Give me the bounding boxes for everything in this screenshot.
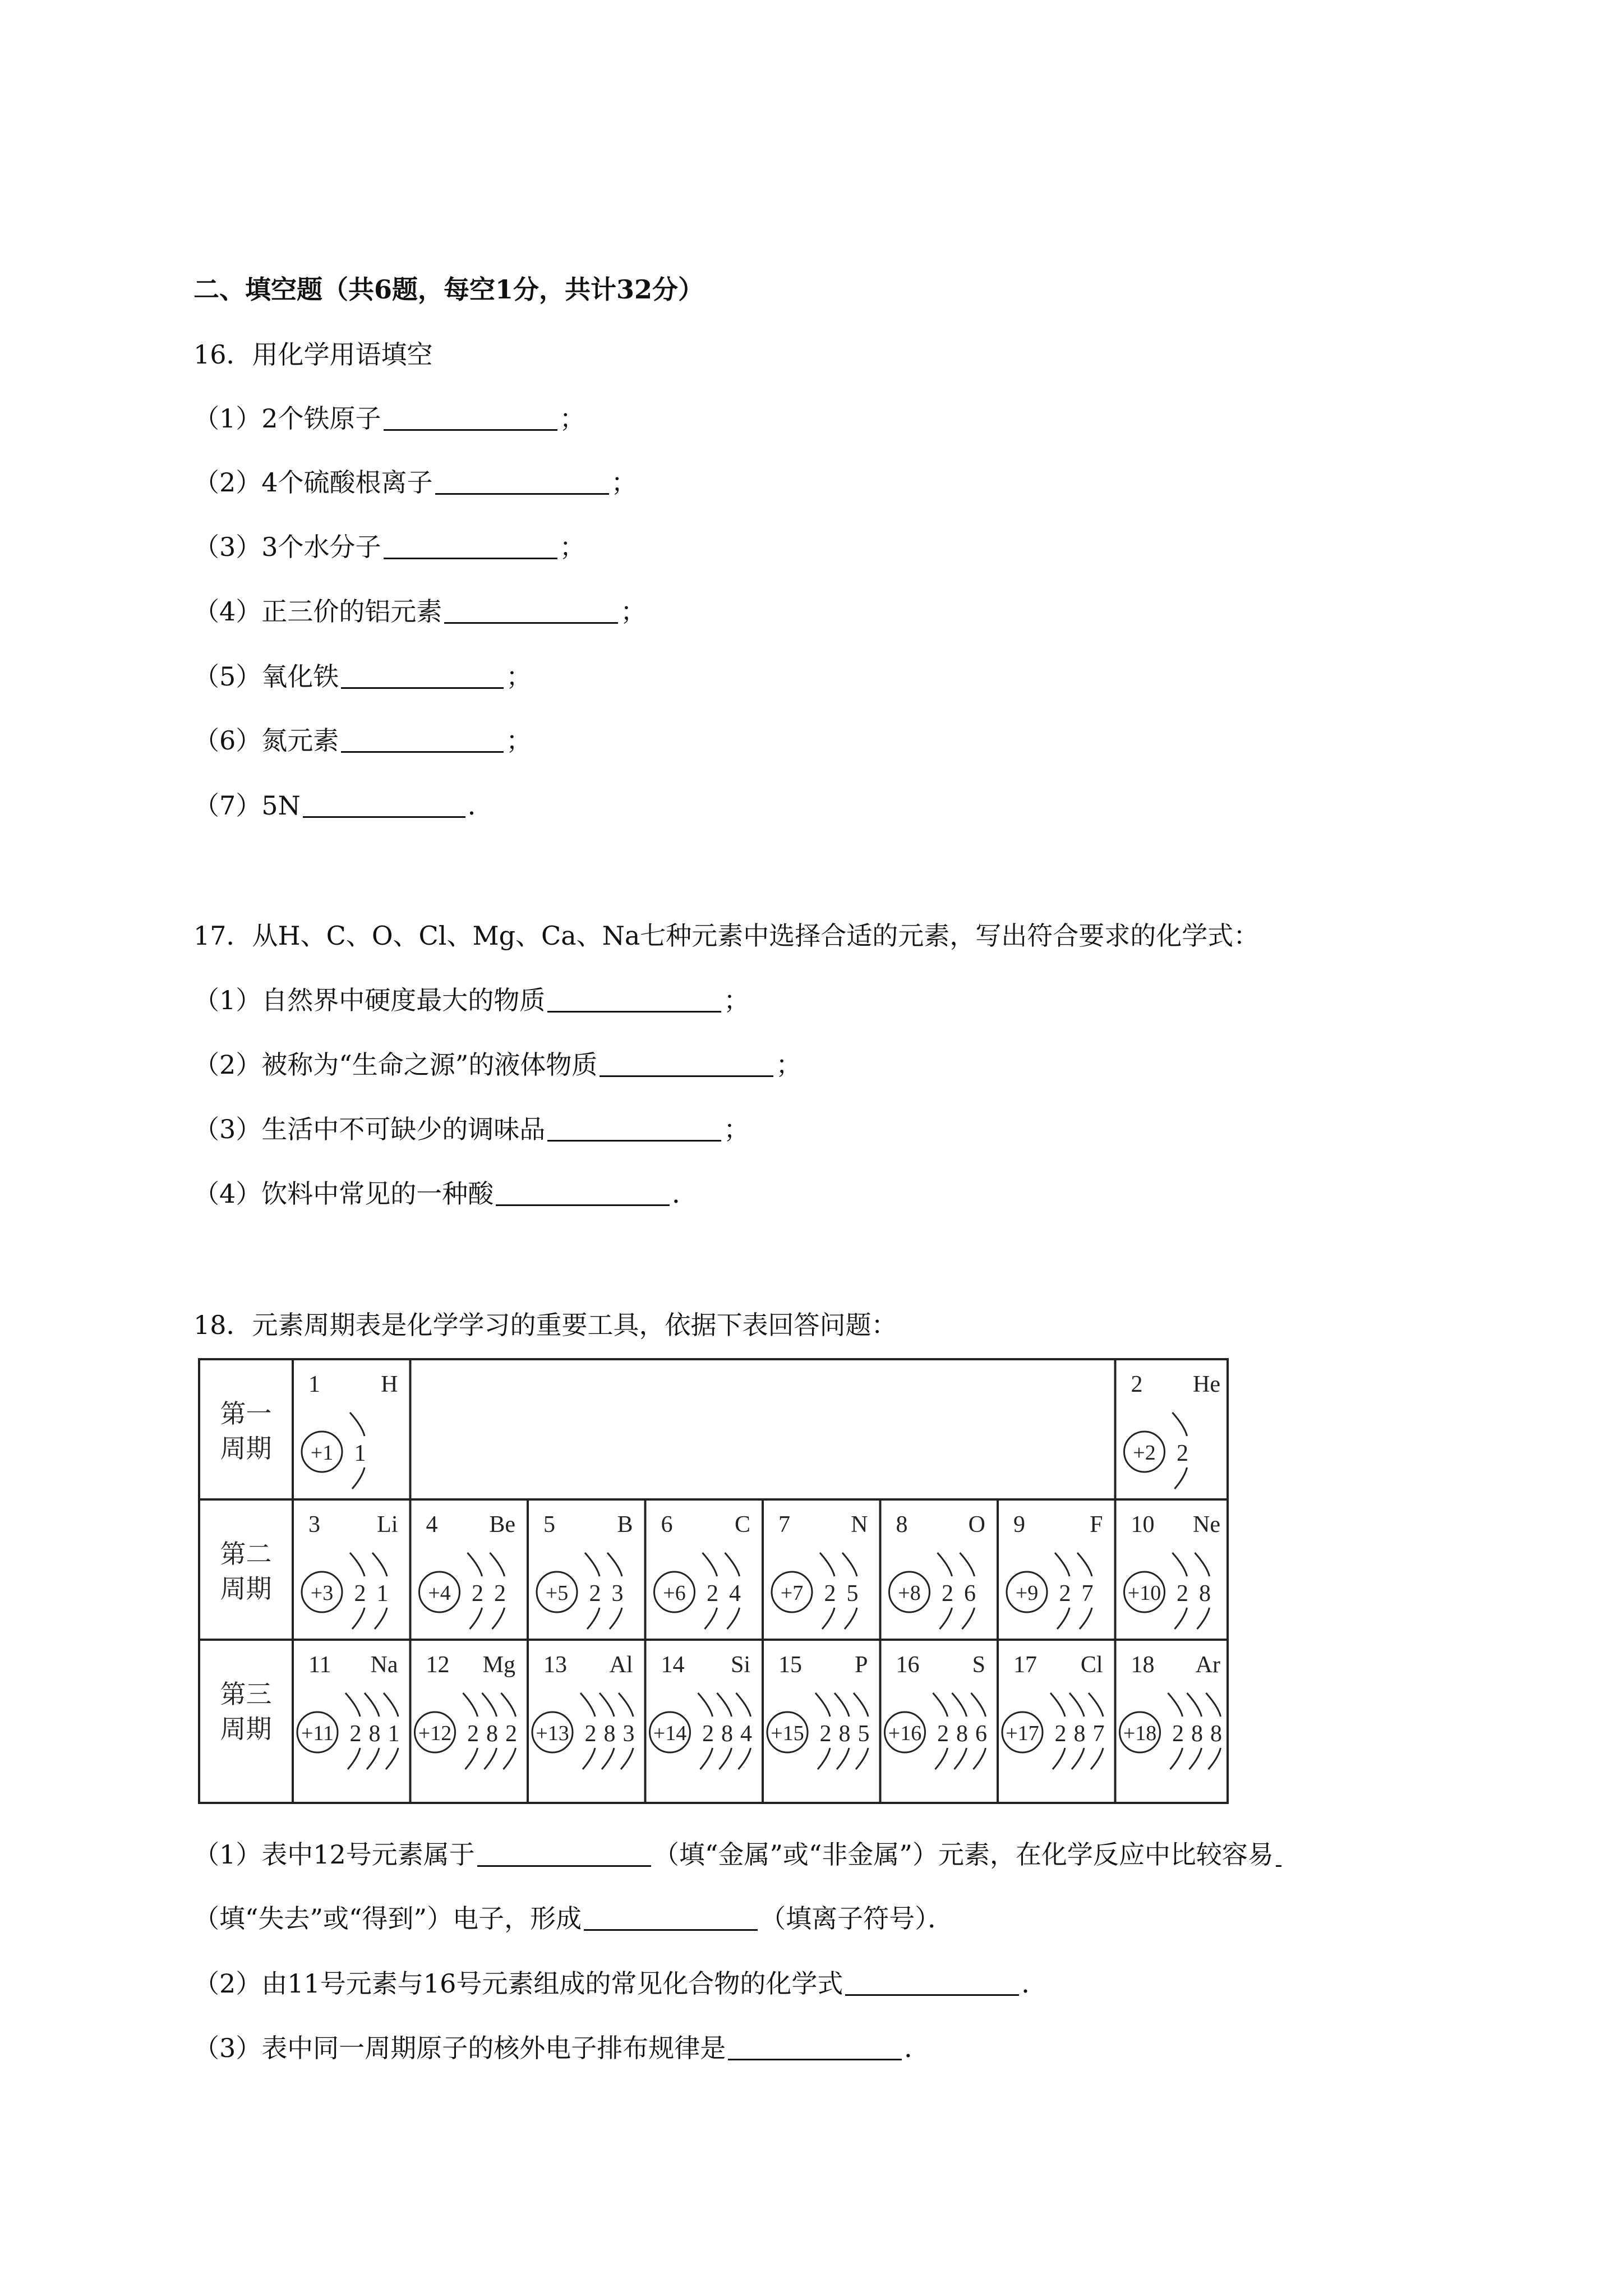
electron-shell-arc [1055, 1553, 1069, 1576]
shell-electron-count: 2 [354, 1581, 366, 1607]
electron-shell-arc [1170, 1748, 1183, 1769]
shell-electron-count: 1 [388, 1721, 400, 1747]
electron-shell-arc [1089, 1693, 1103, 1717]
shell-electron-count: 2 [707, 1581, 718, 1607]
item-text: 2个铁原子 [261, 403, 381, 434]
nucleus-charge: +11 [301, 1722, 334, 1745]
item-end: ； [506, 725, 532, 756]
electron-shell-arc [470, 1608, 482, 1629]
atomic-number: 4 [426, 1512, 438, 1538]
shell-electron-count: 8 [838, 1721, 851, 1747]
nucleus-charge: +14 [653, 1722, 687, 1745]
electron-shell-arc [1050, 1693, 1065, 1717]
shell-electron-count: 2 [467, 1721, 479, 1747]
period-label: 第二 [220, 1540, 272, 1568]
electron-shell-arc [720, 1748, 732, 1769]
item-end: ． [467, 790, 494, 821]
q17-stem: 17．从H、C、O、Cl、Mg、Ca、Na七种元素中选择合适的元素，写出符合要求的化学式： [193, 921, 1260, 951]
element-symbol: Be [489, 1512, 515, 1538]
item-text: 生活中不可缺少的调味品 [261, 1114, 546, 1144]
element-symbol: Ne [1193, 1512, 1220, 1538]
electron-shell-arc [1057, 1608, 1069, 1629]
electron-shell-arc [703, 1553, 717, 1576]
item-end: ； [559, 532, 585, 562]
shell-electron-count: 2 [937, 1721, 949, 1747]
nucleus-charge: +13 [536, 1722, 569, 1745]
electron-shell-arc [727, 1608, 740, 1629]
electron-shell-arc [602, 1748, 614, 1769]
item-end: ； [559, 403, 585, 434]
answer-blank[interactable] [384, 532, 557, 559]
atomic-number: 17 [1013, 1652, 1037, 1678]
element-symbol: P [855, 1652, 868, 1678]
nucleus-charge: +12 [418, 1722, 452, 1745]
item-end: ； [506, 661, 532, 692]
item-end: ； [776, 1050, 802, 1080]
item-end: ； [620, 596, 647, 627]
item-num: （3） [193, 532, 262, 562]
electron-shell-arc [1072, 1748, 1084, 1769]
nucleus-charge: +16 [888, 1722, 922, 1745]
atomic-number: 18 [1131, 1652, 1155, 1678]
shell-electron-count: 2 [1172, 1721, 1184, 1747]
electron-shell-arc [837, 1748, 849, 1769]
sub1-text-b: （填“金属”或“非金属”）元素，在化学反应中比较容易 [653, 1839, 1274, 1870]
item-num: （4） [193, 596, 262, 627]
item-num: （1） [193, 403, 262, 434]
electron-shell-arc [375, 1608, 387, 1629]
electron-shell-arc [960, 1553, 975, 1576]
electron-shell-arc [1168, 1693, 1183, 1717]
electron-shell-arc [818, 1748, 830, 1769]
shell-electron-count: 5 [857, 1721, 870, 1747]
sub1-text-d: （填离子符号）． [760, 1903, 954, 1934]
item-num: （3） [193, 1114, 262, 1144]
shell-electron-count: 2 [349, 1721, 362, 1747]
shell-electron-count: 8 [368, 1721, 381, 1747]
periodic-table [198, 1358, 1229, 1804]
shell-electron-count: 8 [1191, 1721, 1203, 1747]
item-text: 氧化铁 [261, 661, 339, 692]
item-num: （6） [193, 725, 262, 756]
electron-shell-arc [935, 1748, 948, 1769]
electron-shell-arc [842, 1553, 857, 1576]
shell-electron-count: 2 [472, 1581, 483, 1607]
nucleus-charge: +1 [310, 1441, 334, 1465]
electron-shell-arc [485, 1748, 497, 1769]
item-text: 饮料中常见的一种酸 [261, 1179, 494, 1209]
shell-electron-count: 8 [486, 1721, 498, 1747]
answer-blank[interactable] [303, 790, 465, 818]
electron-shell-arc [1175, 1467, 1187, 1489]
q17-item-4 [193, 1177, 698, 1211]
nucleus-charge: +15 [771, 1722, 804, 1745]
period-label: 周期 [220, 1575, 272, 1603]
shell-electron-count: 7 [1092, 1721, 1105, 1747]
shell-electron-count: 2 [819, 1721, 832, 1747]
shell-electron-count: 6 [964, 1581, 976, 1607]
electron-shell-arc [619, 1693, 633, 1717]
shell-electron-count: 8 [1210, 1721, 1222, 1747]
answer-blank[interactable] [384, 403, 557, 431]
sub2-end: ． [1021, 1968, 1048, 1999]
shell-electron-count: 1 [354, 1441, 366, 1466]
q16-item-1 [193, 402, 585, 435]
element-symbol: Si [730, 1652, 750, 1678]
electron-shell-arc [974, 1748, 986, 1769]
answer-blank[interactable] [547, 985, 721, 1013]
q16-item-2 [193, 466, 637, 499]
item-text: 3个水分子 [261, 532, 381, 562]
electron-shell-arc [820, 1553, 834, 1576]
shell-electron-count: 8 [956, 1721, 968, 1747]
q17-item-2 [193, 1048, 801, 1082]
period-label: 周期 [220, 1715, 272, 1743]
item-num: （2） [193, 467, 262, 498]
atomic-number: 1 [308, 1372, 320, 1397]
answer-blank[interactable] [444, 596, 618, 624]
q18-sub1-line1 [193, 1838, 1284, 1871]
nucleus-charge: +8 [898, 1581, 921, 1605]
item-num: （1） [193, 985, 262, 1015]
electron-shell-arc [1209, 1748, 1221, 1769]
nucleus-charge: +7 [780, 1581, 804, 1605]
electron-shell-arc [815, 1693, 830, 1717]
electron-shell-arc [971, 1693, 986, 1717]
item-num: （2） [193, 1050, 262, 1080]
electron-shell-arc [725, 1553, 740, 1576]
nucleus-charge: +3 [310, 1581, 334, 1605]
shell-electron-count: 3 [623, 1721, 635, 1747]
item-end: ； [611, 467, 637, 498]
sub1-text-c: （填“失去”或“得到”）电子，形成 [193, 1903, 582, 1934]
section-title: 二、填空题（共6题，每空1分，共计32分） [193, 274, 704, 305]
item-text: 被称为“生命之源”的液体物质 [261, 1050, 598, 1080]
answer-blank[interactable] [728, 2033, 902, 2060]
electron-shell-arc [490, 1553, 505, 1576]
q17-item-3 [193, 1112, 749, 1146]
electron-shell-arc [365, 1693, 379, 1717]
electron-shell-arc [501, 1693, 516, 1717]
electron-shell-arc [700, 1748, 713, 1769]
electron-shell-arc [463, 1693, 478, 1717]
period-label: 周期 [220, 1434, 272, 1463]
electron-shell-arc [854, 1693, 868, 1717]
sub3-end: ． [904, 2033, 930, 2063]
nucleus-charge: +6 [663, 1581, 686, 1605]
electron-shell-arc [465, 1748, 478, 1769]
nucleus-charge: +2 [1133, 1441, 1156, 1465]
electron-shell-arc [856, 1748, 868, 1769]
q16-item-4 [193, 595, 646, 628]
element-symbol: F [1090, 1512, 1103, 1538]
shell-electron-count: 2 [1059, 1581, 1071, 1607]
item-text: 4个硫酸根离子 [261, 467, 433, 498]
shell-electron-count: 8 [1073, 1721, 1086, 1747]
sub2-text: （2）由11号元素与16号元素组成的常见化合物的化学式 [193, 1968, 843, 1999]
electron-shell-arc [739, 1748, 751, 1769]
shell-electron-count: 8 [603, 1721, 616, 1747]
electron-shell-arc [504, 1748, 516, 1769]
electron-shell-arc [600, 1693, 614, 1717]
electron-shell-arc [384, 1693, 398, 1717]
electron-shell-arc [610, 1608, 622, 1629]
electron-shell-arc [621, 1748, 633, 1769]
q16-stem: 16．用化学用语填空 [193, 339, 433, 370]
electron-shell-arc [952, 1693, 967, 1717]
atomic-number: 14 [661, 1652, 685, 1678]
shell-electron-count: 2 [589, 1581, 601, 1607]
answer-blank[interactable] [547, 1114, 721, 1142]
electron-shell-arc [1053, 1748, 1065, 1769]
electron-shell-arc [962, 1608, 975, 1629]
nucleus-charge: +17 [1006, 1722, 1039, 1745]
item-num: （4） [193, 1179, 262, 1209]
shell-electron-count: 2 [494, 1581, 506, 1607]
atomic-number: 13 [543, 1652, 567, 1678]
answer-blank[interactable] [1276, 1839, 1281, 1867]
electron-shell-arc [1069, 1693, 1084, 1717]
element-symbol: H [381, 1372, 398, 1397]
atomic-number: 9 [1013, 1512, 1025, 1538]
electron-shell-arc [386, 1748, 398, 1769]
electron-shell-arc [468, 1553, 482, 1576]
electron-shell-arc [583, 1748, 595, 1769]
q18-sub2 [193, 1967, 1047, 2000]
atomic-number: 2 [1131, 1372, 1143, 1397]
nucleus-charge: +9 [1015, 1581, 1039, 1605]
electron-shell-arc [352, 1467, 365, 1489]
electron-shell-arc [492, 1608, 505, 1629]
element-symbol: B [617, 1512, 633, 1538]
electron-shell-arc [587, 1608, 600, 1629]
electron-shell-arc [350, 1553, 365, 1576]
electron-shell-arc [1197, 1608, 1210, 1629]
shell-electron-count: 6 [975, 1721, 987, 1747]
element-symbol: Cl [1080, 1652, 1103, 1678]
answer-blank[interactable] [496, 1179, 670, 1206]
shell-electron-count: 8 [721, 1721, 733, 1747]
shell-electron-count: 5 [846, 1581, 859, 1607]
answer-blank[interactable] [435, 467, 609, 495]
period-label: 第三 [220, 1680, 272, 1709]
element-symbol: Mg [482, 1652, 515, 1678]
shell-electron-count: 3 [611, 1581, 624, 1607]
electron-shell-arc [1173, 1553, 1187, 1576]
element-symbol: He [1193, 1372, 1220, 1397]
atomic-number: 10 [1131, 1512, 1155, 1538]
q16-item-7 [193, 789, 494, 822]
electron-shell-arc [933, 1693, 948, 1717]
shell-electron-count: 8 [1199, 1581, 1211, 1607]
item-end: ； [723, 985, 750, 1015]
nucleus-charge: +10 [1127, 1581, 1161, 1605]
shell-electron-count: 2 [942, 1581, 953, 1607]
atomic-number: 3 [308, 1512, 320, 1538]
electron-shell-arc [607, 1553, 622, 1576]
electron-shell-arc [1173, 1412, 1187, 1436]
shell-electron-count: 2 [1054, 1721, 1067, 1747]
electron-shell-arc [940, 1608, 952, 1629]
answer-blank[interactable] [341, 725, 504, 753]
element-symbol: Al [609, 1652, 633, 1678]
element-symbol: Na [370, 1652, 398, 1678]
item-num: （5） [193, 661, 262, 692]
electron-shell-arc [1187, 1693, 1202, 1717]
shell-electron-count: 2 [1177, 1581, 1188, 1607]
atomic-number: 6 [661, 1512, 673, 1538]
atomic-number: 8 [896, 1512, 908, 1538]
item-end: ． [672, 1179, 698, 1209]
answer-blank[interactable] [600, 1050, 773, 1077]
atomic-number: 7 [778, 1512, 790, 1538]
electron-shell-arc [1080, 1608, 1092, 1629]
nucleus-charge: +5 [545, 1581, 569, 1605]
item-text: 自然界中硬度最大的物质 [261, 985, 546, 1015]
electron-shell-arc [580, 1693, 595, 1717]
atomic-number: 15 [778, 1652, 802, 1678]
electron-shell-arc [1077, 1553, 1092, 1576]
electron-shell-arc [698, 1693, 713, 1717]
electron-shell-arc [1189, 1748, 1202, 1769]
answer-blank[interactable] [845, 1968, 1019, 1996]
electron-shell-arc [367, 1748, 379, 1769]
electron-shell-arc [1206, 1693, 1221, 1717]
item-text: 5N [261, 790, 301, 821]
shell-electron-count: 2 [505, 1721, 517, 1747]
electron-shell-arc [938, 1553, 952, 1576]
atomic-number: 11 [308, 1652, 331, 1678]
answer-blank[interactable] [341, 661, 504, 689]
electron-shell-arc [1091, 1748, 1103, 1769]
electron-shell-arc [350, 1412, 365, 1436]
shell-electron-count: 2 [824, 1581, 836, 1607]
element-symbol: N [851, 1512, 868, 1538]
item-num: （7） [193, 790, 262, 821]
shell-electron-count: 2 [584, 1721, 597, 1747]
electron-shell-arc [585, 1553, 600, 1576]
element-symbol: Ar [1195, 1652, 1220, 1678]
q18-stem: 18．元素周期表是化学学习的重要工具，依据下表回答问题： [193, 1310, 897, 1340]
answer-blank[interactable] [477, 1839, 651, 1867]
electron-shell-arc [834, 1693, 849, 1717]
q16-item-5 [193, 660, 532, 693]
electron-shell-arc [736, 1693, 751, 1717]
electron-shell-arc [482, 1693, 497, 1717]
sub3-text: （3）表中同一周期原子的核外电子排布规律是 [193, 2033, 726, 2063]
atomic-number: 5 [543, 1512, 555, 1538]
q17-item-1 [193, 983, 749, 1017]
electron-shell-arc [955, 1748, 967, 1769]
shell-electron-count: 4 [729, 1581, 741, 1607]
q16-item-3 [193, 530, 585, 564]
electron-shell-arc [822, 1608, 834, 1629]
answer-blank[interactable] [584, 1903, 758, 1931]
shell-electron-count: 4 [740, 1721, 752, 1747]
item-text: 氮元素 [261, 725, 339, 756]
electron-shell-arc [1195, 1553, 1210, 1576]
electron-shell-arc [372, 1553, 387, 1576]
item-text: 正三价的铝元素 [261, 596, 442, 627]
element-symbol: C [734, 1512, 750, 1538]
atomic-number: 16 [896, 1652, 920, 1678]
nucleus-charge: +18 [1123, 1722, 1157, 1745]
period-label: 第一 [220, 1400, 272, 1428]
nucleus-charge: +4 [428, 1581, 451, 1605]
item-end: ； [723, 1114, 750, 1144]
element-symbol: Li [377, 1512, 398, 1538]
shell-electron-count: 2 [1177, 1441, 1188, 1466]
atomic-number: 12 [426, 1652, 450, 1678]
shell-electron-count: 2 [702, 1721, 714, 1747]
electron-shell-arc [345, 1693, 360, 1717]
sub1-text-a: （1）表中12号元素属于 [193, 1839, 475, 1870]
electron-shell-arc [348, 1748, 360, 1769]
electron-shell-arc [352, 1608, 365, 1629]
electron-shell-arc [717, 1693, 732, 1717]
shell-electron-count: 1 [376, 1581, 389, 1607]
electron-shell-arc [1175, 1608, 1187, 1629]
shell-electron-count: 7 [1081, 1581, 1094, 1607]
electron-shell-arc [845, 1608, 857, 1629]
q16-item-6 [193, 724, 532, 757]
q18-sub3 [193, 2031, 930, 2065]
electron-shell-arc [705, 1608, 717, 1629]
element-symbol: O [968, 1512, 985, 1538]
element-symbol: S [972, 1652, 985, 1678]
q18-sub1-line2 [193, 1902, 953, 1935]
